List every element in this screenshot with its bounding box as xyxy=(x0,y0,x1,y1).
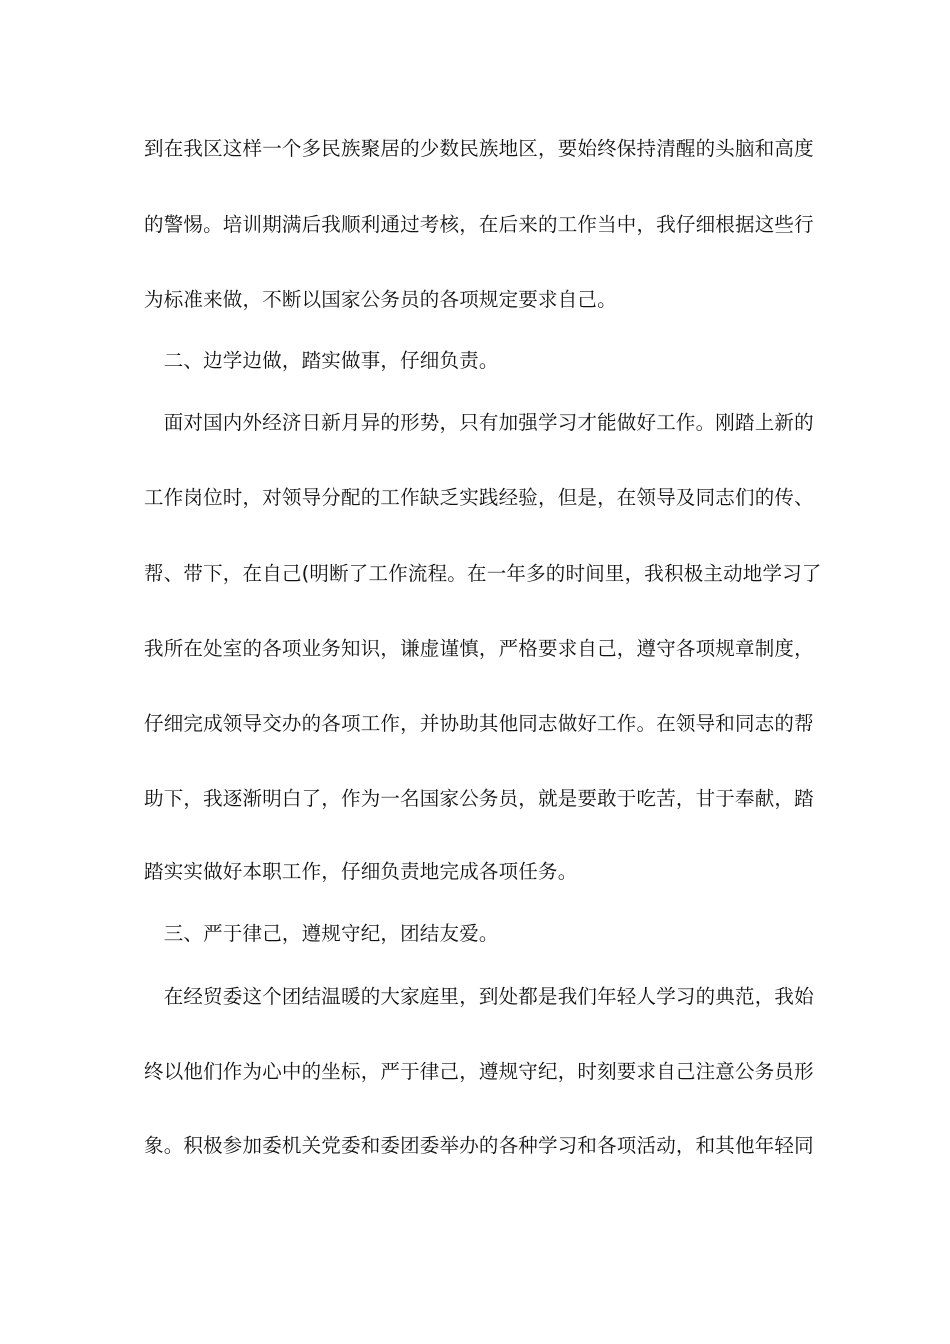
text-line: 踏实实做好本职工作，仔细负责地完成各项任务。 xyxy=(144,860,578,883)
section-heading: 二、边学边做，踏实做事，仔细负责。 xyxy=(144,349,499,372)
text-line: 终以他们作为心中的坐标，严于律己，遵规守纪，时刻要求自己注意公务员形 xyxy=(144,1060,814,1083)
text-line: 在经贸委这个团结温暖的大家庭里，到处都是我们年轻人学习的典范，我始 xyxy=(144,985,814,1008)
text-line: 的警惕。培训期满后我顺利通过考核，在后来的工作当中，我仔细根据这些行 xyxy=(144,213,814,236)
text-line: 我所在处室的各项业务知识，谦虚谨慎，严格要求自己，遵守各项规章制度， xyxy=(144,637,814,660)
text-line: 帮、带下，在自己(明断了工作流程。在一年多的时间里，我积极主动地学习了 xyxy=(144,562,822,585)
text-line: 象。积极参加委机关党委和委团委举办的各种学习和各项活动，和其他年轻同 xyxy=(144,1134,814,1157)
text-line: 工作岗位时，对领导分配的工作缺乏实践经验，但是，在领导及同志们的传、 xyxy=(144,486,814,509)
text-line: 到在我区这样一个多民族聚居的少数民族地区，要始终保持清醒的头脑和高度 xyxy=(144,137,814,160)
text-line: 助下，我逐渐明白了，作为一名国家公务员，就是要敢于吃苦，甘于奉献，踏 xyxy=(144,787,814,810)
text-line: 仔细完成领导交办的各项工作，并协助其他同志做好工作。在领导和同志的帮 xyxy=(144,712,814,735)
text-line: 面对国内外经济日新月异的形势，只有加强学习才能做好工作。刚踏上新的 xyxy=(144,411,814,434)
section-heading: 三、严于律己，遵规守纪，团结友爱。 xyxy=(144,922,499,945)
text-line: 为标准来做，不断以国家公务员的各项规定要求自己。 xyxy=(144,288,617,311)
